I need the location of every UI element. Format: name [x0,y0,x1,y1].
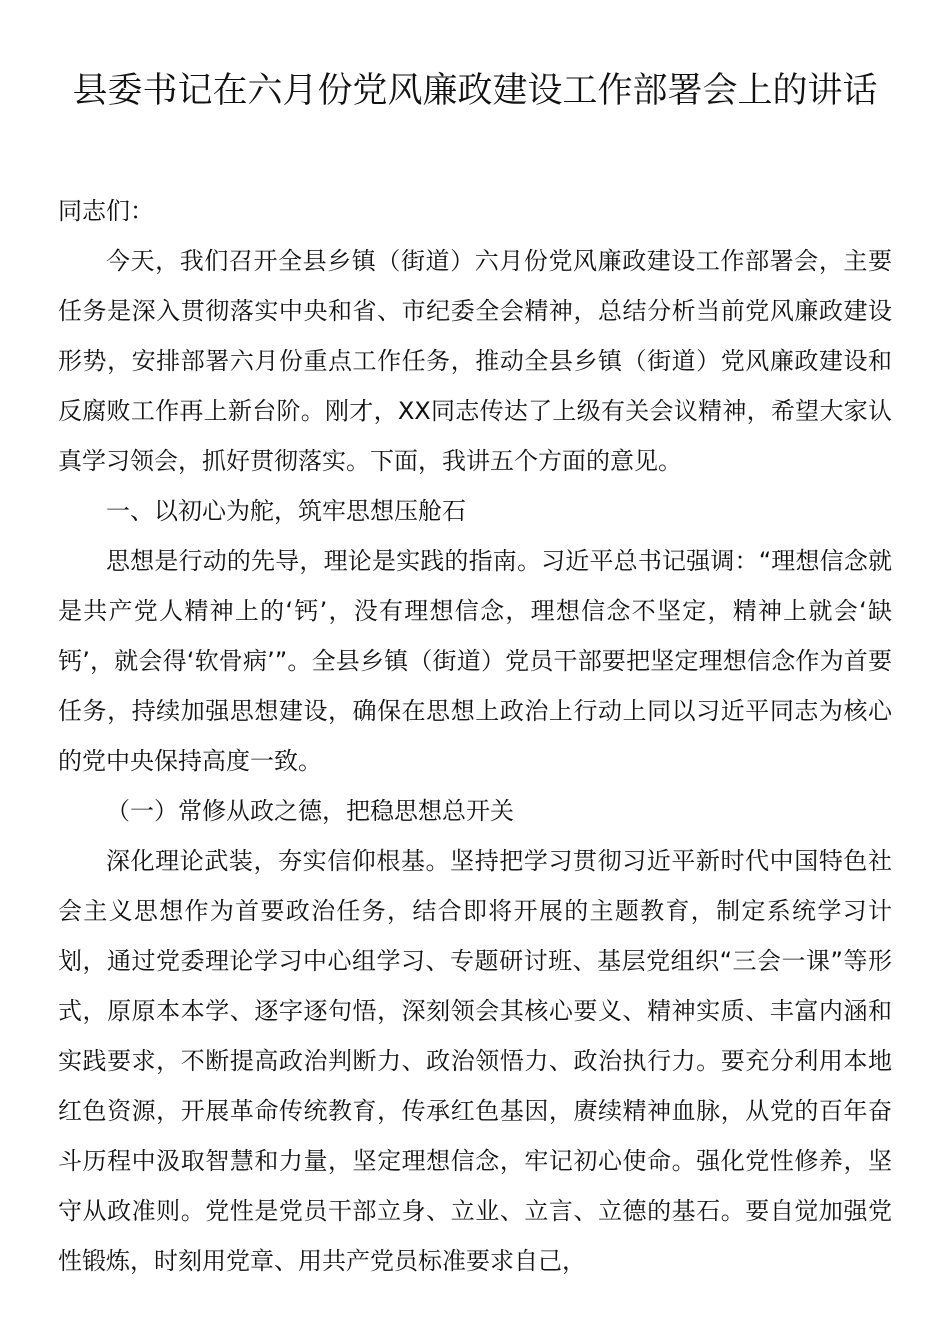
document-title: 县委书记在六月份党风廉政建设工作部署会上的讲话 [72,71,878,111]
section-heading-1: 一、以初心为舵，筑牢思想压舱石 [106,497,466,525]
subsection-heading-1: （一）常修从政之德，把稳思想总开关 [106,797,514,825]
paragraph-section-1: 思想是行动的先导，理论是实践的指南。习近平总书记强调：“理想信念就是共产党人精神上的‘钙’，没有理想信念，理想信念不坚定，精神上就会‘缺钙’，就会得‘软骨病’”。全县乡镇（街道）党员干部要把坚定理想信念作为首要任务，持续加强思想建设，确保在思想上政治上行动上同以习近平同志为核心的党中央保持高度一致。 [58,547,892,775]
paragraph-opening: 今天，我们召开全县乡镇（街道）六月份党风廉政建设工作部署会，主要任务是深入贯彻落实中央和省、市纪委全会精神，总结分析当前党风廉政建设形势，安排部署六月份重点工作任务，推动全县乡镇（街道）党风廉政建设和反腐败工作再上新台阶。刚才，XX同志传达了上级有关会议精神，希望大家认真学习领会，抓好贯彻落实。下面，我讲五个方面的意见。 [58,247,892,475]
paragraph-subsection-1: 深化理论武装，夯实信仰根基。坚持把学习贯彻习近平新时代中国特色社会主义思想作为首要政治任务，结合即将开展的主题教育，制定系统学习计划，通过党委理论学习中心组学习、专题研讨班、基层党组织“三会一课”等形式，原原本本学、逐字逐句悟，深刻领会其核心要义、精神实质、丰富内涵和实践要求，不断提高政治判断力、政治领悟力、政治执行力。要充分利用本地红色资源，开展革命传统教育，传承红色基因，赓续精神血脉，从党的百年奋斗历程中汲取智慧和力量，坚定理想信念，牢记初心使命。强化党性修养，坚守从政准则。党性是党员干部立身、立业、立言、立德的基石。要自觉加强党性锻炼，时刻用党章、用共产党员标准要求自己， [58,847,892,1275]
salutation: 同志们： [58,197,154,225]
